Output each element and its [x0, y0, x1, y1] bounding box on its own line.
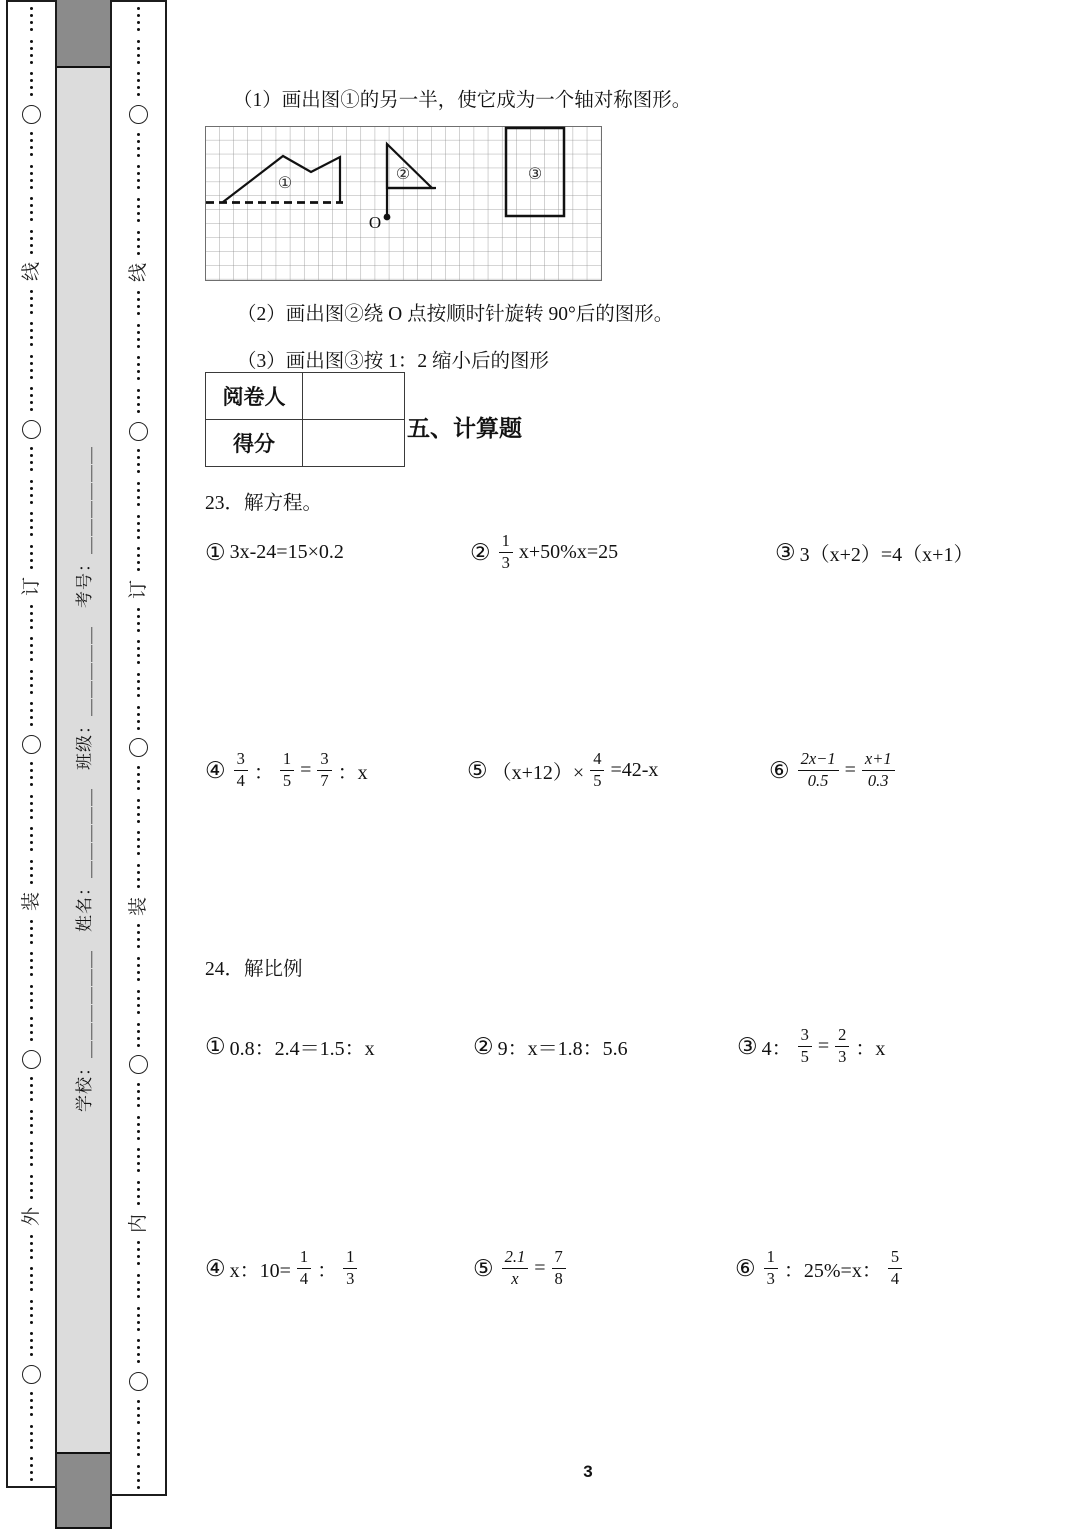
binding-circle: [22, 420, 41, 439]
binding-char: 外: [20, 1206, 42, 1227]
binding-dots: [30, 1300, 33, 1324]
q24-eq3: [737, 1016, 886, 1076]
fraction: [317, 750, 331, 790]
binding-dots: [137, 640, 140, 664]
right-margin-column: [110, 0, 167, 1496]
fraction-denominator: 3: [501, 552, 510, 572]
fraction-numerator: 5: [888, 1248, 902, 1268]
fraction-numerator: 3: [234, 750, 248, 770]
fraction-denominator: 4: [890, 1268, 900, 1288]
binding-dots: [30, 1332, 33, 1356]
q24-title: 24．解比例: [205, 959, 303, 980]
binding-dots: [30, 985, 33, 1009]
circled-item-number: ②: [473, 1033, 494, 1059]
binding-dots: [137, 547, 140, 571]
equation-text: =: [844, 758, 856, 781]
fraction-denominator: 7: [320, 770, 329, 790]
fraction-numerator: x+1: [862, 750, 895, 770]
equation-text: ：x: [337, 761, 368, 784]
rotation-point-dot: [384, 214, 391, 221]
fraction-numerator: 2x−1: [798, 750, 839, 770]
q23-eq1: [205, 522, 345, 582]
fraction-denominator: 3: [346, 1268, 355, 1288]
binding-dots: [30, 1392, 33, 1416]
table-row: [206, 420, 405, 467]
q22-part2-text: （2）画出图②绕 O 点按顺时针旋转 90°后的图形。: [237, 304, 674, 325]
q24-eq5: [473, 1238, 571, 1298]
score-table: [205, 372, 405, 467]
binding-dots: [137, 957, 140, 981]
binding-dots: [30, 762, 33, 786]
binding-circle: [129, 1372, 148, 1391]
circled-item-number: ①: [205, 539, 226, 565]
binding-dots: [30, 447, 33, 471]
score-blank-cell: [303, 420, 405, 467]
binding-dots: [30, 40, 33, 64]
fraction-denominator: 4: [299, 1268, 309, 1288]
fraction: [552, 1248, 566, 1288]
binding-char: 线: [127, 263, 149, 283]
circled-item-number: ①: [205, 1033, 226, 1059]
equation-text: ：: [253, 761, 274, 784]
fraction: [764, 1248, 778, 1288]
binding-dots: [30, 1110, 33, 1134]
fraction-denominator: 5: [800, 1046, 809, 1066]
practice-grid-svg: [205, 126, 602, 281]
binding-dots: [137, 799, 140, 823]
fraction: [888, 1248, 902, 1288]
equation-text: （x+12）×: [491, 761, 585, 784]
binding-dots: [137, 673, 140, 697]
binding-dots: [30, 512, 33, 536]
binding-dots: [137, 133, 140, 157]
binding-dots: [137, 1432, 140, 1456]
binding-dots: [137, 389, 140, 413]
binding-dots: [137, 1241, 140, 1265]
equation-text: =42-x: [610, 758, 659, 781]
fraction-denominator: 0.5: [807, 770, 829, 790]
equation-text: ：: [317, 1259, 338, 1282]
binding-dots: [137, 831, 140, 855]
binding-circle: [22, 1050, 41, 1069]
fraction-numerator: 4: [590, 750, 604, 770]
binding-dots: [137, 1400, 140, 1424]
binding-dots: [30, 1457, 33, 1481]
circled-item-number: ⑤: [467, 757, 488, 783]
binding-dots: [137, 7, 140, 31]
q24-eq2: [473, 1016, 629, 1076]
fraction: [343, 1248, 357, 1288]
fraction-numerator: 3: [317, 750, 331, 770]
binding-dots: [137, 198, 140, 222]
fraction-denominator: 3: [766, 1268, 775, 1288]
binding-dots: [137, 706, 140, 730]
fraction: [502, 1248, 529, 1288]
binding-strip-top-block: [55, 0, 112, 68]
binding-dots: [137, 1307, 140, 1331]
fraction-numerator: 7: [552, 1248, 566, 1268]
q23-eq4: [205, 740, 369, 800]
binding-circle: [22, 105, 41, 124]
equation-text: 9：x＝1.8：5.6: [497, 1037, 628, 1060]
fraction: [798, 750, 839, 790]
fraction: [280, 750, 294, 790]
binding-dots: [30, 1425, 33, 1449]
binding-dots: [30, 1267, 33, 1291]
circled-item-number: ②: [470, 539, 491, 565]
fraction-denominator: 5: [282, 770, 292, 790]
circled-item-number: ⑥: [769, 757, 790, 783]
circled-item-number: ④: [205, 1255, 226, 1281]
binding-circle: [129, 1055, 148, 1074]
equation-text: 3（x+2）=4（x+1）: [799, 543, 974, 566]
fraction-numerator: 1: [764, 1248, 778, 1268]
student-info-fields: 学校：＿＿＿＿＿＿ 姓名：＿＿＿＿＿ 班级：＿＿＿＿＿ 考号：＿＿＿＿＿＿: [75, 446, 94, 1112]
exam-content: [167, 0, 1080, 1527]
binding-char: 装: [127, 896, 149, 916]
equation-text: =: [534, 1256, 546, 1279]
binding-dots: [30, 1142, 33, 1166]
equation-text: ：x: [855, 1037, 886, 1060]
binding-dots: [137, 40, 140, 64]
circled-item-number: ⑥: [735, 1255, 756, 1281]
q23-eq6: [769, 740, 900, 800]
binding-dots: [137, 1274, 140, 1298]
binding-dots: [137, 1181, 140, 1205]
binding-dots: [30, 545, 33, 569]
equation-text: =: [817, 1034, 830, 1057]
binding-dots: [137, 324, 140, 348]
binding-dots: [137, 515, 140, 539]
binding-dots: [30, 1175, 33, 1199]
binding-dots: [137, 1148, 140, 1172]
fraction-denominator: 0.3: [867, 770, 889, 790]
binding-char: 线: [20, 261, 42, 282]
circled-item-number: ④: [205, 757, 226, 783]
fraction: [590, 750, 604, 790]
q23-eq3: [775, 522, 974, 582]
fraction: [499, 532, 513, 572]
binding-char: 订: [127, 580, 149, 600]
binding-dots: [137, 1023, 140, 1047]
table-row: [206, 373, 405, 420]
binding-dots: [137, 608, 140, 632]
fraction: [862, 750, 895, 790]
binding-dots: [137, 72, 140, 96]
binding-dots: [30, 702, 33, 726]
shape1-label: ①: [277, 175, 293, 192]
binding-dots: [137, 1083, 140, 1107]
binding-dots: [30, 480, 33, 504]
section5-title: 五、计算题: [407, 415, 522, 441]
binding-dots: [30, 165, 33, 189]
binding-dots: [137, 924, 140, 948]
binding-dots: [30, 1235, 33, 1259]
binding-dots: [30, 322, 33, 346]
left-margin-column: [6, 0, 57, 1488]
binding-dots: [137, 1339, 140, 1363]
binding-circle: [129, 422, 148, 441]
fraction: [297, 1248, 311, 1288]
fraction-numerator: 2.1: [502, 1248, 529, 1268]
binding-dots: [30, 952, 33, 976]
binding-dots: [137, 291, 140, 315]
binding-dots: [137, 165, 140, 189]
binding-char: 订: [20, 576, 42, 597]
binding-dots: [137, 482, 140, 506]
shape2-label: ②: [395, 166, 411, 183]
binding-circle: [129, 738, 148, 757]
binding-dots: [30, 920, 33, 944]
binding-dots: [30, 132, 33, 156]
binding-dots: [30, 197, 33, 221]
fraction-numerator: 1: [280, 750, 294, 770]
fraction-denominator: 3: [838, 1046, 847, 1066]
q24-eq1: [205, 1016, 376, 1076]
equation-text: =: [300, 758, 312, 781]
binding-dots: [137, 990, 140, 1014]
binding-dots: [137, 449, 140, 473]
binding-dots: [30, 355, 33, 379]
binding-dots: [137, 356, 140, 380]
circled-item-number: ③: [737, 1033, 758, 1059]
binding-char: 装: [20, 891, 42, 912]
score-label-cell: 得分: [206, 420, 303, 467]
fraction: [835, 1026, 849, 1066]
fraction-denominator: 4: [236, 770, 245, 790]
fraction-numerator: 1: [499, 532, 513, 552]
binding-dots: [137, 1116, 140, 1140]
origin-label: O: [368, 213, 382, 232]
equation-text: 4：: [761, 1037, 792, 1060]
circled-item-number: ⑤: [473, 1255, 494, 1281]
fraction-numerator: 1: [297, 1248, 311, 1268]
equation-text: 0.8：2.4＝1.5：x: [229, 1037, 375, 1060]
binding-dots: [30, 670, 33, 694]
grid-figure: [205, 126, 602, 286]
binding-dots: [30, 387, 33, 411]
grader-blank-cell: [303, 373, 405, 420]
binding-dots: [30, 72, 33, 96]
binding-dots: [30, 1077, 33, 1101]
shape3-label: ③: [527, 166, 543, 183]
grader-label-cell: 阅卷人: [206, 373, 303, 420]
binding-dots: [137, 1465, 140, 1489]
fraction-denominator: x: [511, 1268, 519, 1288]
fraction-denominator: 8: [554, 1268, 563, 1288]
fraction-numerator: 2: [835, 1026, 849, 1046]
q22-part1-text: （1）画出图①的另一半，使它成为一个轴对称图形。: [233, 90, 692, 111]
binding-strip-bottom-block: [55, 1452, 112, 1529]
page-number: 3: [583, 1462, 593, 1481]
fraction-denominator: 5: [593, 770, 602, 790]
binding-dots: [30, 637, 33, 661]
fraction-numerator: 3: [798, 1026, 812, 1046]
fraction: [798, 1026, 812, 1066]
equation-text: 3x-24=15×0.2: [229, 540, 344, 563]
q22-part3-text: （3）画出图③按 1：2 缩小后的图形: [237, 351, 550, 372]
binding-dots: [30, 860, 33, 884]
q24-eq6: [735, 1238, 907, 1298]
binding-char: 内: [127, 1213, 149, 1233]
binding-dots: [30, 290, 33, 314]
binding-dots: [137, 231, 140, 255]
q23-title: 23．解方程。: [205, 493, 323, 514]
fraction: [234, 750, 248, 790]
binding-circle: [22, 735, 41, 754]
binding-dots: [137, 864, 140, 888]
equation-text: x+50%x=25: [518, 540, 619, 563]
equation-text: x：10=: [229, 1259, 291, 1282]
fraction-numerator: 1: [343, 1248, 357, 1268]
binding-circle: [22, 1365, 41, 1384]
binding-dots: [30, 230, 33, 254]
binding-dots: [30, 7, 33, 31]
binding-dots: [137, 766, 140, 790]
circled-item-number: ③: [775, 539, 796, 565]
equation-text: ：25%=x：: [783, 1259, 882, 1282]
binding-circle: [129, 105, 148, 124]
binding-dots: [30, 605, 33, 629]
q24-eq4: [205, 1238, 362, 1298]
q23-eq5: [467, 740, 659, 800]
binding-dots: [30, 827, 33, 851]
binding-dots: [30, 795, 33, 819]
q23-eq2: [470, 522, 619, 582]
binding-dots: [30, 1017, 33, 1041]
